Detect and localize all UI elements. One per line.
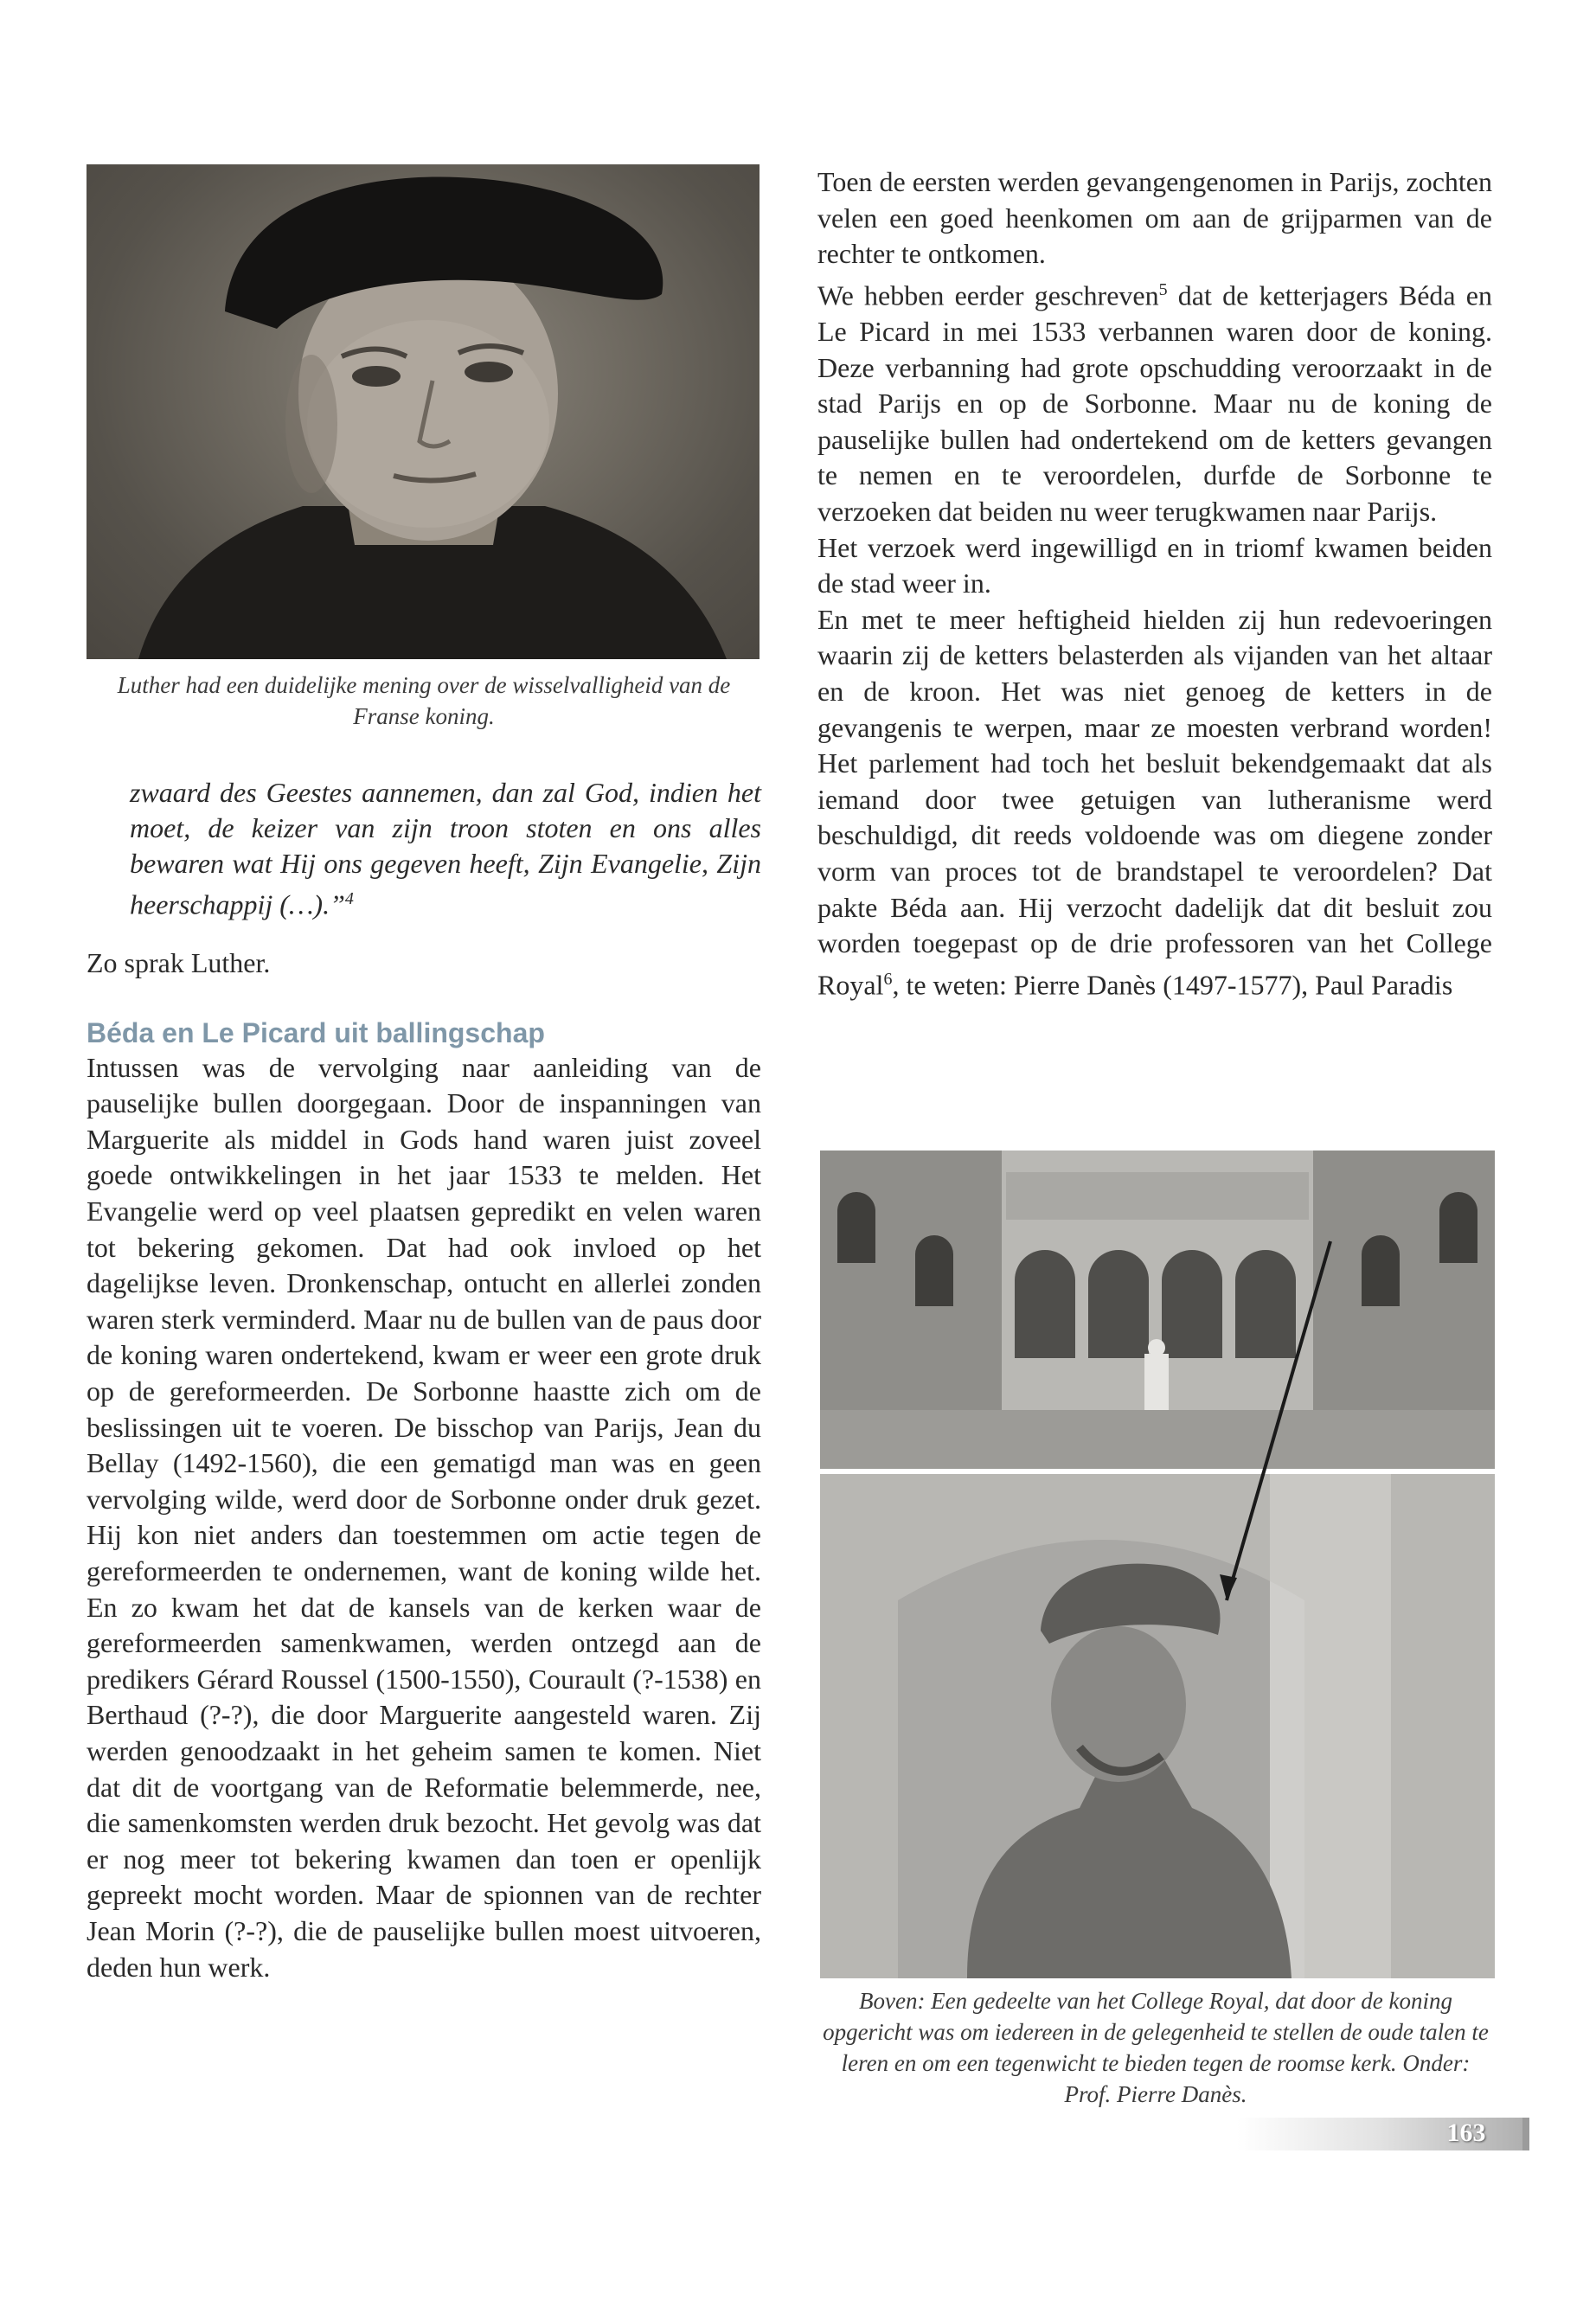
- footnote-ref: 6: [883, 969, 893, 989]
- paragraph-2: [817, 272, 1492, 530]
- luther-quote: [130, 775, 761, 923]
- right-column: [817, 164, 1492, 1003]
- paragraph-3: Het verzoek werd ingewilligd en in triomf kwamen beiden de stad weer in.: [817, 531, 1492, 599]
- page-tick: [1522, 2118, 1529, 2150]
- photo-caption: Boven: Een gedeelte van het College Royal, dat door de koning opgericht was om iedereen in de gelegenheid te stellen de oude talen te leren en om een tegenwicht te bieden tegen de roomse kerk. Onder: Prof. Pierre Danès.: [823, 1988, 1489, 2107]
- portrait-caption: Luther had een duidelijke mening over de wisselvalligheid van de Franse koning.: [117, 672, 731, 729]
- footnote-ref: 4: [344, 889, 354, 908]
- paragraph-4: [817, 602, 1492, 1003]
- college-royal-photo: [820, 1150, 1495, 1978]
- body-paragraph: Intussen was de vervolging naar aanleiding van de pauselijke bullen doorgegaan. Door de inspanningen van Marguerite als middel in Gods hand waren juist zoveel goede ontwikkelingen in het jaar 1533 te melden. Het Evangelie werd op veel plaatsen gepredikt en velen waren tot bekering gekomen. Dat had ook invloed op het dagelijkse leven. Dronkenschap, ontucht en allerlei zonden waren sterk verminderd. Maar nu de bullen van de paus door de koning waren ondertekend, kwam er weer een grote druk op de gereformeerden. De Sorbonne haastte zich om de beslissingen uit te voeren. De bisschop van Parijs, Jean du Bellay (1492-1560), die een gematigd man was en geen vervolging wilde, werd door de Sorbonne onder druk gezet. Hij kon niet anders dan toestemmen om actie tegen de gereformeerden te ondernemen, want de koning wilde het. En zo kwam het dat de kansels van de kerken waar de gereformeerden samenkwamen, werden ontzegd aan de predikers Gérard Roussel (1500-1550), Courault (?-1538) en Berthaud (?-?), die door Marguerite aangesteld waren. Zij werden genoodzaakt in het geheim samen te komen. Niet dat dit de voortgang van de Reformatie belemmerde, nee, die samenkomsten werden druk bezocht. Het gevolg was dat er nog meer tot bekering kwamen dan toen er openlijk gepreekt mocht worden. Maar de spionnen van de rechter Jean Morin (?-?), die de pauselijke bullen moest uitvoeren, deden hun werk.: [87, 1051, 761, 1983]
- college-royal-drawing: [820, 1150, 1495, 1978]
- page-number: 163: [1446, 2118, 1486, 2147]
- left-column: [87, 164, 761, 1985]
- paragraph-4-start: En met te meer heftigheid hielden zij hun redevoeringen waarin zij de ketters belasterden als vijanden van het altaar en de kroon. Het was niet genoeg de ketters in de gevangenis te werpen, maar ze moesten verbrand worden! Het parlement had toch het besluit bekendgemaakt dat als iemand door twee getuigen van lutheranisme werd beschuldigd, dit reeds voldoende was om diegene zonder vorm van proces tot de brandstapel te veroordelen? Dat pakte Béda aan. Hij verzocht dadelijk dat dit besluit zou worden toegepast op de drie professoren van het College Royal: [817, 603, 1492, 1001]
- footnote-ref: 5: [1158, 279, 1168, 299]
- paragraph-2-start: We hebben eerder geschreven: [817, 279, 1159, 311]
- paragraph-4-end: , te weten: Pierre Danès (1497-1577), Paul Paradis: [892, 969, 1453, 1001]
- speaker-line: Zo sprak Luther.: [87, 946, 271, 978]
- luther-portrait: [87, 164, 760, 659]
- paragraph-2-end: dat de ketterjagers Béda en Le Picard in mei 1533 verbannen waren door de koning. Deze verbanning had grote opschudding veroorzaakt in de stad Parijs en op de Sorbonne. Maar nu de koning de pauselijke bullen had ondertekend om de ketters gevangen te nemen en te veroordelen, durfde de Sorbonne te verzoeken dat beiden nu weer terugkwamen naar Parijs.: [817, 279, 1493, 527]
- section-heading: Béda en Le Picard uit ballingschap: [87, 1016, 545, 1048]
- quote-text: zwaard des Geestes aannemen, dan zal God, indien het moet, de keizer van zijn troon stoten en ons alles bewaren wat Hij ons gegeven heeft, Zijn Evangelie, Zijn heerschappij (…).”: [130, 777, 761, 920]
- right-body: [817, 164, 1492, 1003]
- luther-portrait-drawing: [87, 164, 760, 659]
- paragraph-1: Toen de eersten werden gevangengenomen in Parijs, zochten velen een goed heenkomen om aan de grijparmen van de rechter te ontkomen.: [817, 166, 1492, 270]
